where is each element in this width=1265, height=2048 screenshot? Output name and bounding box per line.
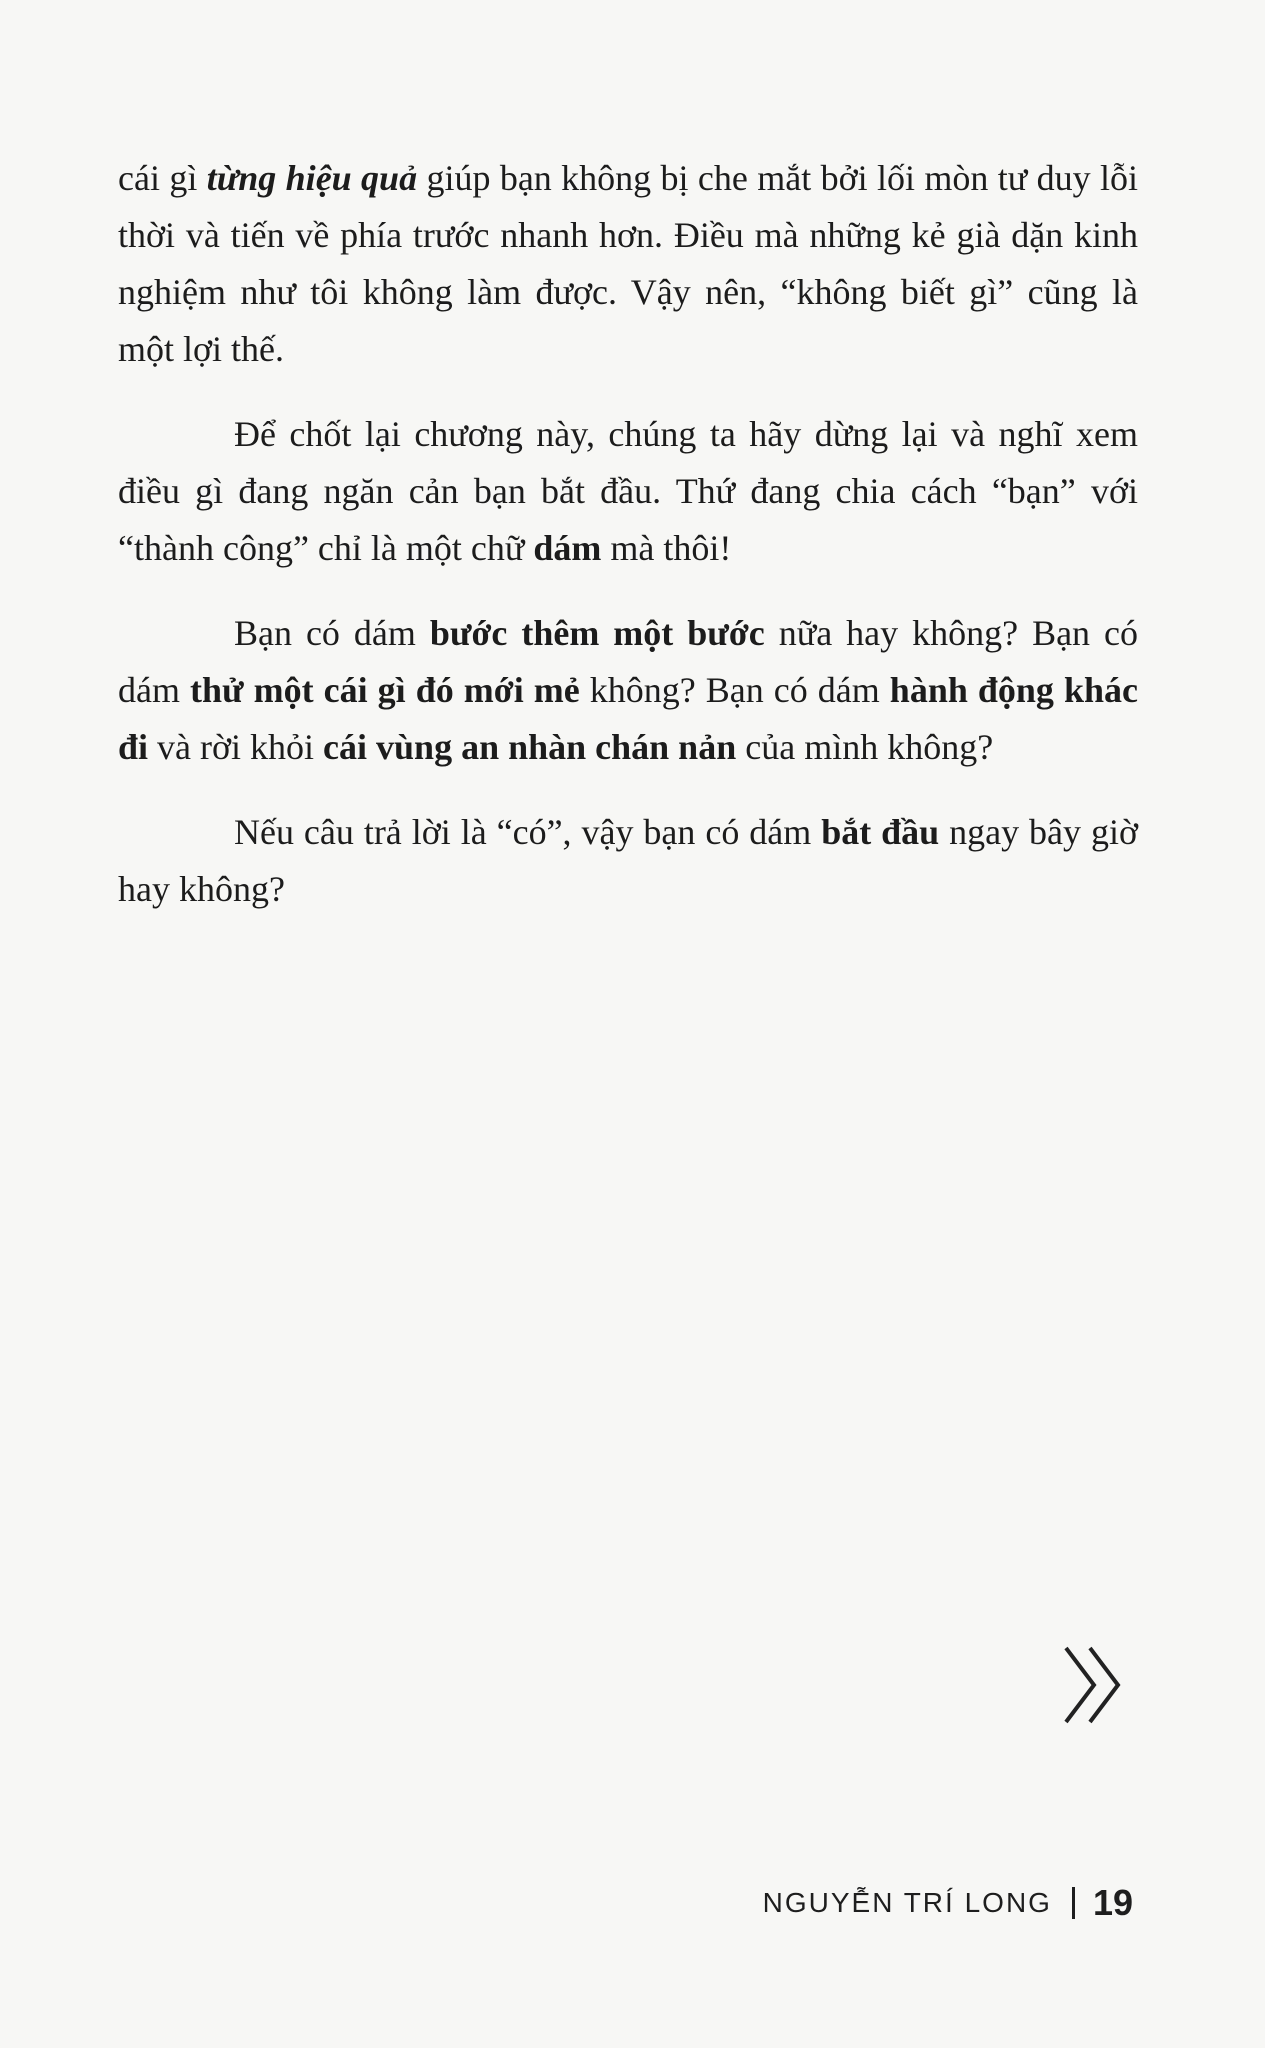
paragraph-2 — [118, 406, 1138, 577]
author-name: NGUYỄN TRÍ LONG — [762, 1887, 1052, 1918]
text-run: giúp bạn không bị che mắt bởi lối mòn tư duy lỗi thời và tiến về phía trước nhanh hơn. Điều mà những kẻ già dặn kinh nghiệm như tôi không làm được. Vậy nên, “không biết gì” cũng là một lợi thế. — [118, 158, 1138, 369]
paragraph-4 — [118, 804, 1138, 918]
text-run: Bạn có dám — [234, 613, 430, 653]
text-run: mà thôi! — [601, 528, 732, 568]
page-footer — [763, 1882, 1133, 1924]
bold-text: bước thêm một bước — [429, 613, 765, 653]
paragraph-3 — [118, 605, 1138, 776]
text-run: không? Bạn có dám — [579, 670, 890, 710]
bold-text: thử một cái gì đó mới mẻ — [190, 670, 580, 710]
footer-divider — [1072, 1887, 1075, 1919]
double-chevron-right-icon — [1060, 1640, 1130, 1730]
bold-text: bắt đầu — [821, 812, 940, 852]
body-text — [118, 150, 1138, 946]
emphasis-text: từng hiệu quả — [206, 158, 418, 198]
text-run: nữa hay không? Bạn có dám — [118, 613, 1138, 710]
bold-text: hành động khác đi — [118, 670, 1138, 767]
text-run: cái gì — [118, 158, 207, 198]
bold-text: dám — [533, 528, 602, 568]
text-run: Để chốt lại chương này, chúng ta hãy dừng lại và nghĩ xem điều gì đang ngăn cản bạn bắt đầu. Thứ đang chia cách “bạn” với “thành công” chỉ là một chữ — [118, 414, 1138, 568]
text-run: ngay bây giờ hay không? — [118, 812, 1139, 909]
text-run: Nếu câu trả lời là “có”, vậy bạn có dám — [234, 812, 822, 852]
page-number: 19 — [1092, 1882, 1133, 1923]
paragraph-1 — [118, 150, 1138, 378]
text-run: của mình không? — [736, 727, 994, 767]
text-run: và rời khỏi — [148, 727, 324, 767]
bold-text: cái vùng an nhàn chán nản — [323, 727, 737, 767]
